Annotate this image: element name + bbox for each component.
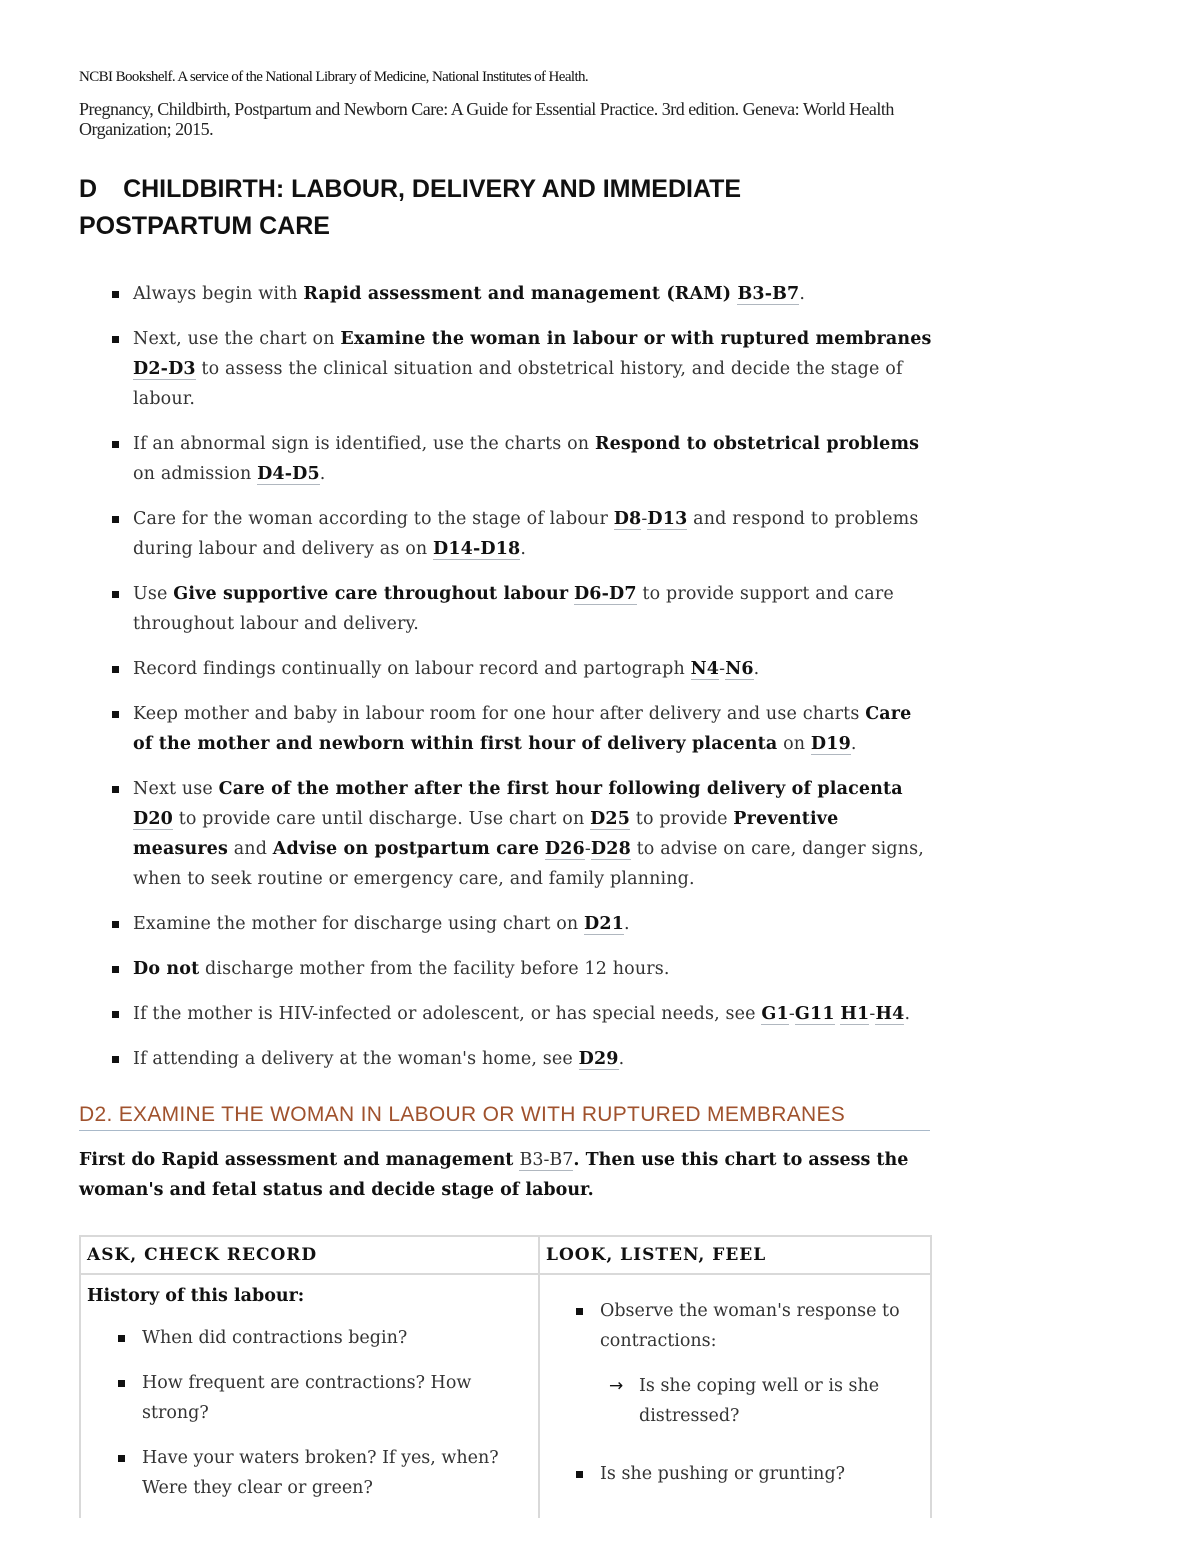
list-item: Next use Care of the mother after the first hour following delivery of placenta D20 to provide care until discharge. Use chart on D25 to provide Preventive measures and Advise on postpartum care D26-D28 to advise on care, danger signs, when to seek routine or emergency care, and family planning. — [79, 774, 933, 894]
document-page — [79, 64, 939, 1518]
list-item: Care for the woman according to the stage of labour D8-D13 and respond to problems during labour and delivery as on D14-D18. — [79, 504, 933, 564]
chapter-code: D — [79, 175, 98, 203]
chapter-title — [79, 171, 839, 245]
ref-link-d19[interactable]: D19 — [810, 734, 851, 754]
list-item: How frequent are contractions? How strong? — [87, 1368, 532, 1428]
look-cell — [539, 1274, 931, 1518]
intro-ref-b3-b7: B3-B7 — [519, 1150, 574, 1170]
assessment-table — [79, 1235, 932, 1518]
ref-link-n4[interactable]: N4 — [690, 659, 720, 679]
list-item: Use Give supportive care throughout labour D6-D7 to provide support and care throughout labour and delivery. — [79, 579, 933, 639]
list-item: Keep mother and baby in labour room for one hour after delivery and use charts Care of the mother and newborn within first hour of delivery placenta on D19. — [79, 699, 933, 759]
table-row — [80, 1274, 931, 1518]
sub-list — [600, 1371, 924, 1431]
ref-link-h4[interactable]: H4 — [875, 1004, 905, 1024]
list-item: When did contractions begin? — [87, 1323, 532, 1353]
ref-link-g11[interactable]: G11 — [794, 1004, 835, 1024]
ref-link-b3-b7[interactable]: B3-B7 — [737, 284, 800, 304]
ref-link-d29[interactable]: D29 — [578, 1049, 619, 1069]
ref-link-d25[interactable]: D25 — [590, 809, 631, 829]
look-list — [546, 1296, 924, 1489]
ref-link-d20[interactable]: D20 — [133, 809, 173, 829]
list-item: Is she pushing or grunting? — [546, 1459, 924, 1489]
list-item: If attending a delivery at the woman's home, see D29. — [79, 1044, 933, 1074]
ref-link-d28[interactable]: D28 — [590, 839, 631, 859]
list-item: Always begin with Rapid assessment and management (RAM) B3-B7. — [79, 279, 933, 309]
ref-link-d13[interactable]: D13 — [647, 509, 688, 529]
list-item: Next, use the chart on Examine the woman in labour or with ruptured membranes D2-D3 to assess the clinical situation and obstetrical history, and decide the stage of labour. — [79, 324, 933, 414]
list-item: If an abnormal sign is identified, use the charts on Respond to obstetrical problems on admission D4-D5. — [79, 429, 933, 489]
ref-link-g1[interactable]: G1 — [761, 1004, 789, 1024]
column-header-ask: ASK, CHECK RECORD — [80, 1236, 539, 1274]
ref-link-h1[interactable]: H1 — [840, 1004, 870, 1024]
instruction-list — [79, 279, 939, 1074]
ref-link-n6[interactable]: N6 — [725, 659, 754, 679]
ref-link-d14-d18[interactable]: D14-D18 — [433, 539, 521, 559]
ask-list — [87, 1323, 532, 1503]
list-item: Observe the woman's response to contractions: → Is she coping well or is she distressed? — [546, 1296, 924, 1431]
list-item: If the mother is HIV-infected or adolescent, or has special needs, see G1-G11 H1-H4. — [79, 999, 933, 1029]
ref-link-d26[interactable]: D26 — [544, 839, 585, 859]
chapter-title-text: CHILDBIRTH: LABOUR, DELIVERY AND IMMEDIATE POSTPARTUM CARE — [79, 175, 742, 240]
history-heading: History of this labour: — [87, 1286, 305, 1306]
arrow-right-icon: → — [609, 1376, 624, 1396]
ref-link-d8[interactable]: D8 — [613, 509, 642, 529]
list-item: Record findings continually on labour record and partograph N4-N6. — [79, 654, 933, 684]
ref-link-d6-d7[interactable]: D6-D7 — [573, 584, 637, 604]
list-item: Do not discharge mother from the facility before 12 hours. — [79, 954, 933, 984]
list-item: Have your waters broken? If yes, when? Were they clear or green? — [87, 1443, 532, 1503]
book-citation: Pregnancy, Childbirth, Postpartum and Newborn Care: A Guide for Essential Practice. 3rd edition. Geneva: World Health Organization; 2015. — [79, 99, 894, 139]
ask-cell — [80, 1274, 539, 1518]
ref-link-d21[interactable]: D21 — [584, 914, 625, 934]
ncbi-notice: NCBI Bookshelf. A service of the National Library of Medicine, National Institutes of Health. — [79, 69, 589, 85]
sub-list-item: → Is she coping well or is she distressed? — [600, 1371, 924, 1431]
list-item: Examine the mother for discharge using chart on D21. — [79, 909, 933, 939]
section-heading: D2. EXAMINE THE WOMAN IN LABOUR OR WITH RUPTURED MEMBRANES — [79, 1101, 930, 1131]
section-intro: First do Rapid assessment and management B3-B7. Then use this chart to assess the woman's and fetal status and decide stage of labour. — [79, 1150, 909, 1200]
ref-link-d2-d3[interactable]: D2-D3 — [133, 359, 196, 379]
column-header-look: LOOK, LISTEN, FEEL — [539, 1236, 931, 1274]
ref-link-d4-d5[interactable]: D4-D5 — [257, 464, 320, 484]
